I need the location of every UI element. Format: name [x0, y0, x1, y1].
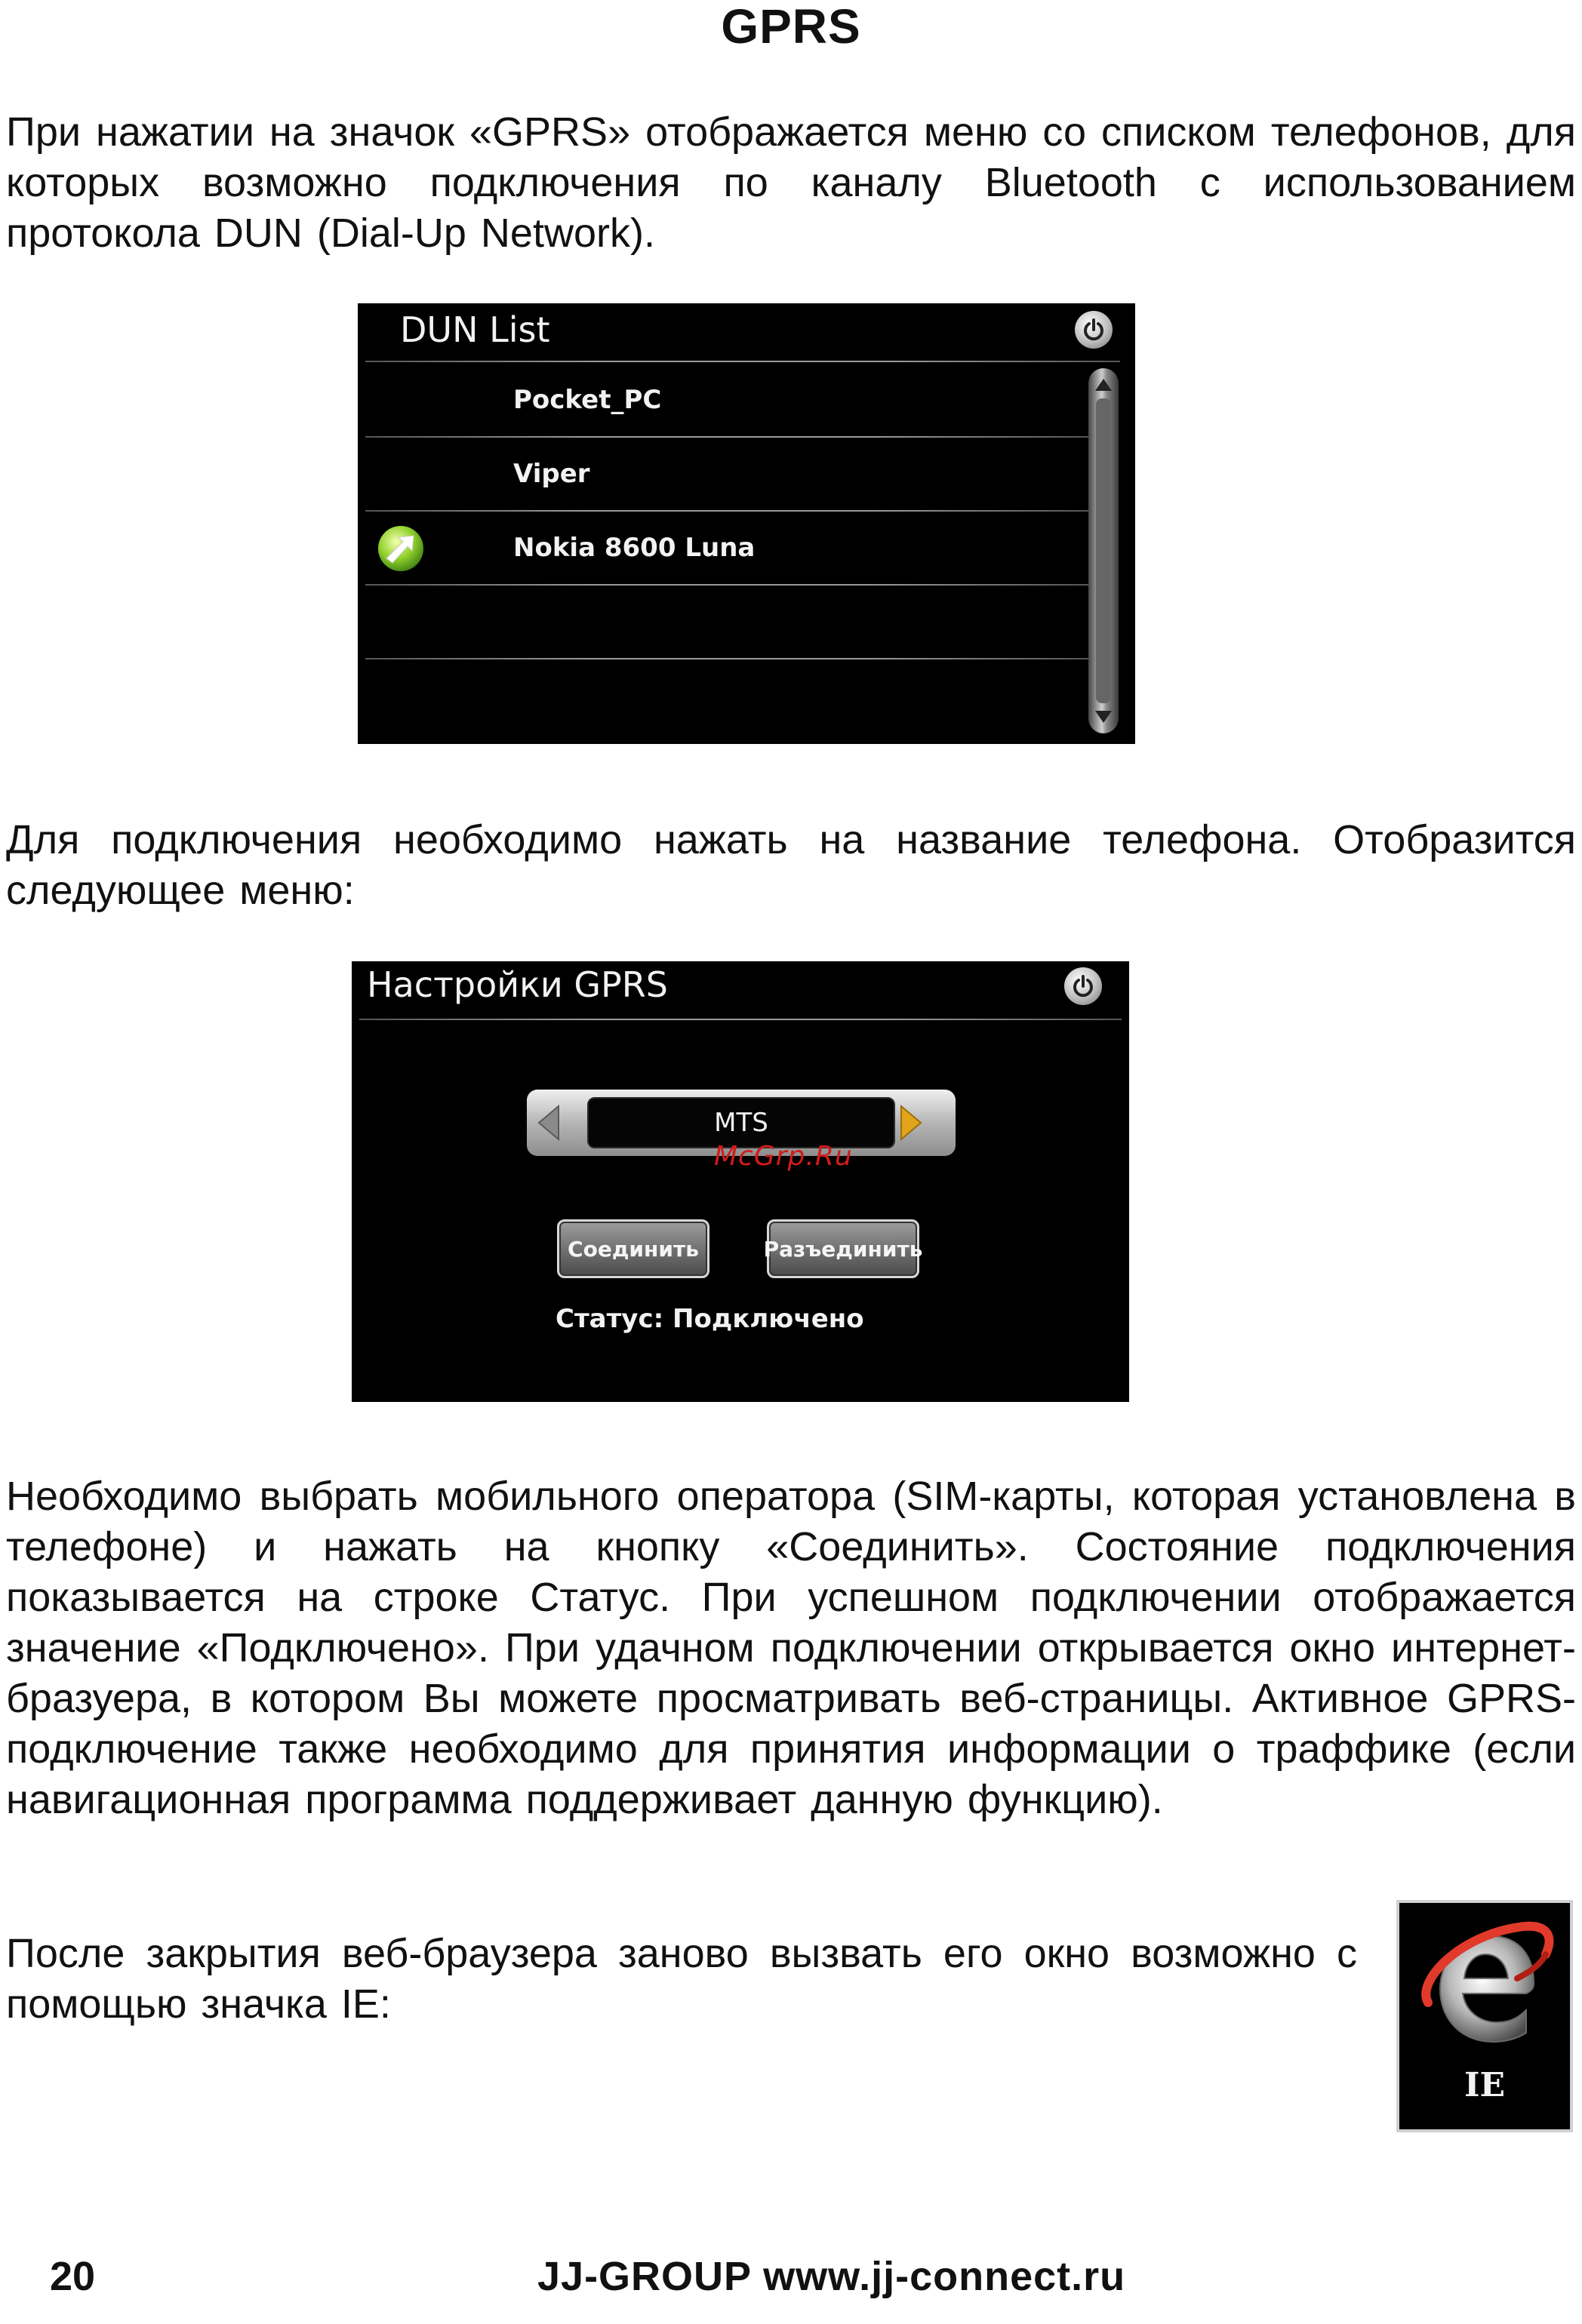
power-icon [1070, 973, 1096, 999]
scroll-track[interactable] [1096, 398, 1111, 703]
list-item[interactable] [365, 659, 1090, 732]
previous-arrow-icon[interactable] [534, 1103, 562, 1142]
connected-arrow-icon [376, 524, 426, 573]
next-arrow-icon[interactable] [898, 1103, 925, 1142]
scroll-up-icon[interactable] [1095, 379, 1112, 391]
list-item-label: Pocket_PC [513, 385, 662, 415]
page-title: GPRS [721, 0, 861, 54]
internet-explorer-icon [1413, 1914, 1556, 2057]
power-button[interactable] [1064, 967, 1102, 1005]
list-item-selected[interactable] [365, 512, 1090, 584]
list-item-label: Nokia 8600 Luna [513, 533, 756, 563]
watermark: McGrp.Ru [714, 1141, 853, 1172]
instruction-paragraph: Для подключения необходимо нажать на название телефона. Отобразится следующее меню: [6, 817, 1576, 913]
list-item[interactable] [365, 362, 1090, 435]
intro-paragraph: При нажатии на значок «GPRS» отображается меню со списком телефонов, для которых возможно подключения по каналу Bluetooth с использованием протокола DUN (Dial-Up Network). [6, 109, 1576, 256]
power-button[interactable] [1075, 311, 1113, 349]
ie-paragraph: После закрытия веб-браузера заново вызвать его окно возможно с помощью значка IE: [6, 1931, 1357, 2027]
scrollbar[interactable] [1088, 368, 1119, 733]
ie-label: IE [1464, 2066, 1506, 2104]
list-item[interactable] [365, 586, 1090, 658]
footer-brand: JJ-GROUP www.jj-connect.ru [537, 2254, 1126, 2299]
operator-value: MTS [714, 1108, 768, 1138]
ie-shortcut[interactable] [1396, 1900, 1573, 2132]
connection-status: Статус: Подключено [556, 1304, 864, 1334]
list-item-label: Viper [513, 459, 590, 489]
divider [359, 1019, 1122, 1020]
description-paragraph: Необходимо выбрать мобильного оператора (SIM-карты, которая установлена в телефоне) и нажать на кнопку «Соединить». Состояние подключения показывается на строке Статус. При успешном подключении отображается значение «Подключено». При удачном подключении открывается окно интернет-бразуера, в котором Вы можете просматривать веб-страницы. Активное GPRS-подключение также необходимо для принятия информации о траффике (если навигационная программа поддерживает данную функцию). [6, 1474, 1576, 1822]
dun-list-screen [358, 303, 1135, 744]
scroll-down-icon[interactable] [1095, 711, 1112, 723]
power-icon [1081, 317, 1106, 343]
connect-button[interactable]: Соединить [557, 1219, 709, 1278]
disconnect-button[interactable]: Разъединить [767, 1219, 919, 1278]
page-number: 20 [50, 2254, 96, 2299]
list-item[interactable] [365, 438, 1090, 510]
gprs-settings-screen [352, 961, 1129, 1402]
gprs-settings-title: Настройки GPRS [367, 964, 668, 1005]
dun-list-title: DUN List [400, 309, 550, 350]
